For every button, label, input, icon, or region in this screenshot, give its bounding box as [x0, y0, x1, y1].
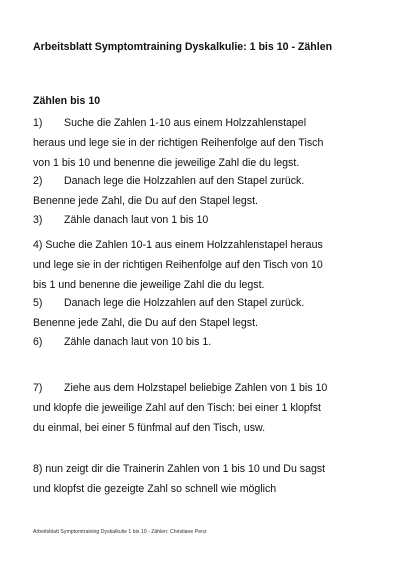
task-number: 5): [33, 297, 43, 309]
task-number: 8): [33, 463, 43, 475]
task-line: und lege sie in der richtigen Reihenfolge auf den Tisch von 10: [33, 259, 323, 271]
task-number: 4): [33, 239, 43, 251]
task-text: Zähle danach laut von 10 bis 1.: [64, 336, 212, 348]
task-number: 6): [33, 336, 43, 348]
task-item-8: [33, 459, 378, 499]
task-text: Danach lege die Holzzahlen auf den Stapel zurück.: [64, 297, 305, 309]
task-line: von 1 bis 10 und benenne die jeweilige Zahl die du legst.: [33, 157, 300, 169]
task-line: [33, 293, 378, 313]
task-text: Ziehe aus dem Holzstapel beliebige Zahlen von 1 bis 10: [64, 382, 328, 394]
page-title: Arbeitsblatt Symptomtraining Dyskalkulie: 1 bis 10 - Zählen: [33, 41, 333, 53]
task-item-2: [33, 171, 378, 211]
task-item-5: [33, 293, 378, 333]
task-text: Zähle danach laut von 1 bis 10: [64, 214, 209, 226]
task-number: 7): [33, 382, 43, 394]
page-footer: Arbeitsblatt Symptomtraining Dyskalkulie 1 bis 10 - Zählen: Christiane Penz: [33, 529, 207, 535]
task-text: Suche die Zahlen 1-10 aus einem Holzzahlenstapel: [64, 117, 307, 129]
task-line: [33, 235, 378, 255]
task-line: und klopfst die gezeigte Zahl so schnell wie möglich: [33, 483, 277, 495]
task-line: [33, 113, 378, 133]
task-line: heraus und lege sie in der richtigen Reihenfolge auf den Tisch: [33, 137, 324, 149]
task-item-4: [33, 235, 378, 295]
section-heading: Zählen bis 10: [33, 95, 101, 107]
task-number: 1): [33, 117, 43, 129]
task-text: nun zeigt dir die Trainerin Zahlen von 1 bis 10 und Du sagst: [45, 463, 326, 475]
task-line: bis 1 und benenne die jeweilige Zahl die du legst.: [33, 279, 265, 291]
task-item-3: [33, 210, 378, 230]
task-item-1: [33, 113, 378, 173]
task-text: Danach lege die Holzzahlen auf den Stapel zurück.: [64, 175, 305, 187]
task-number: 2): [33, 175, 43, 187]
task-line: Benenne jede Zahl, die Du auf den Stapel legst.: [33, 317, 258, 329]
task-number: 3): [33, 214, 43, 226]
task-line: und klopfe die jeweilige Zahl auf den Tisch: bei einer 1 klopfst: [33, 402, 321, 414]
task-line: [33, 171, 378, 191]
task-item-7: [33, 378, 378, 438]
task-line: [33, 332, 378, 352]
task-item-6: [33, 332, 378, 352]
task-line: Benenne jede Zahl, die Du auf den Stapel legst.: [33, 195, 258, 207]
task-text: Suche die Zahlen 10-1 aus einem Holzzahlenstapel heraus: [45, 239, 323, 251]
task-line: [33, 210, 378, 230]
task-line: [33, 459, 378, 479]
task-line: [33, 378, 378, 398]
task-line: du einmal, bei einer 5 fünfmal auf den Tisch, usw.: [33, 422, 266, 434]
